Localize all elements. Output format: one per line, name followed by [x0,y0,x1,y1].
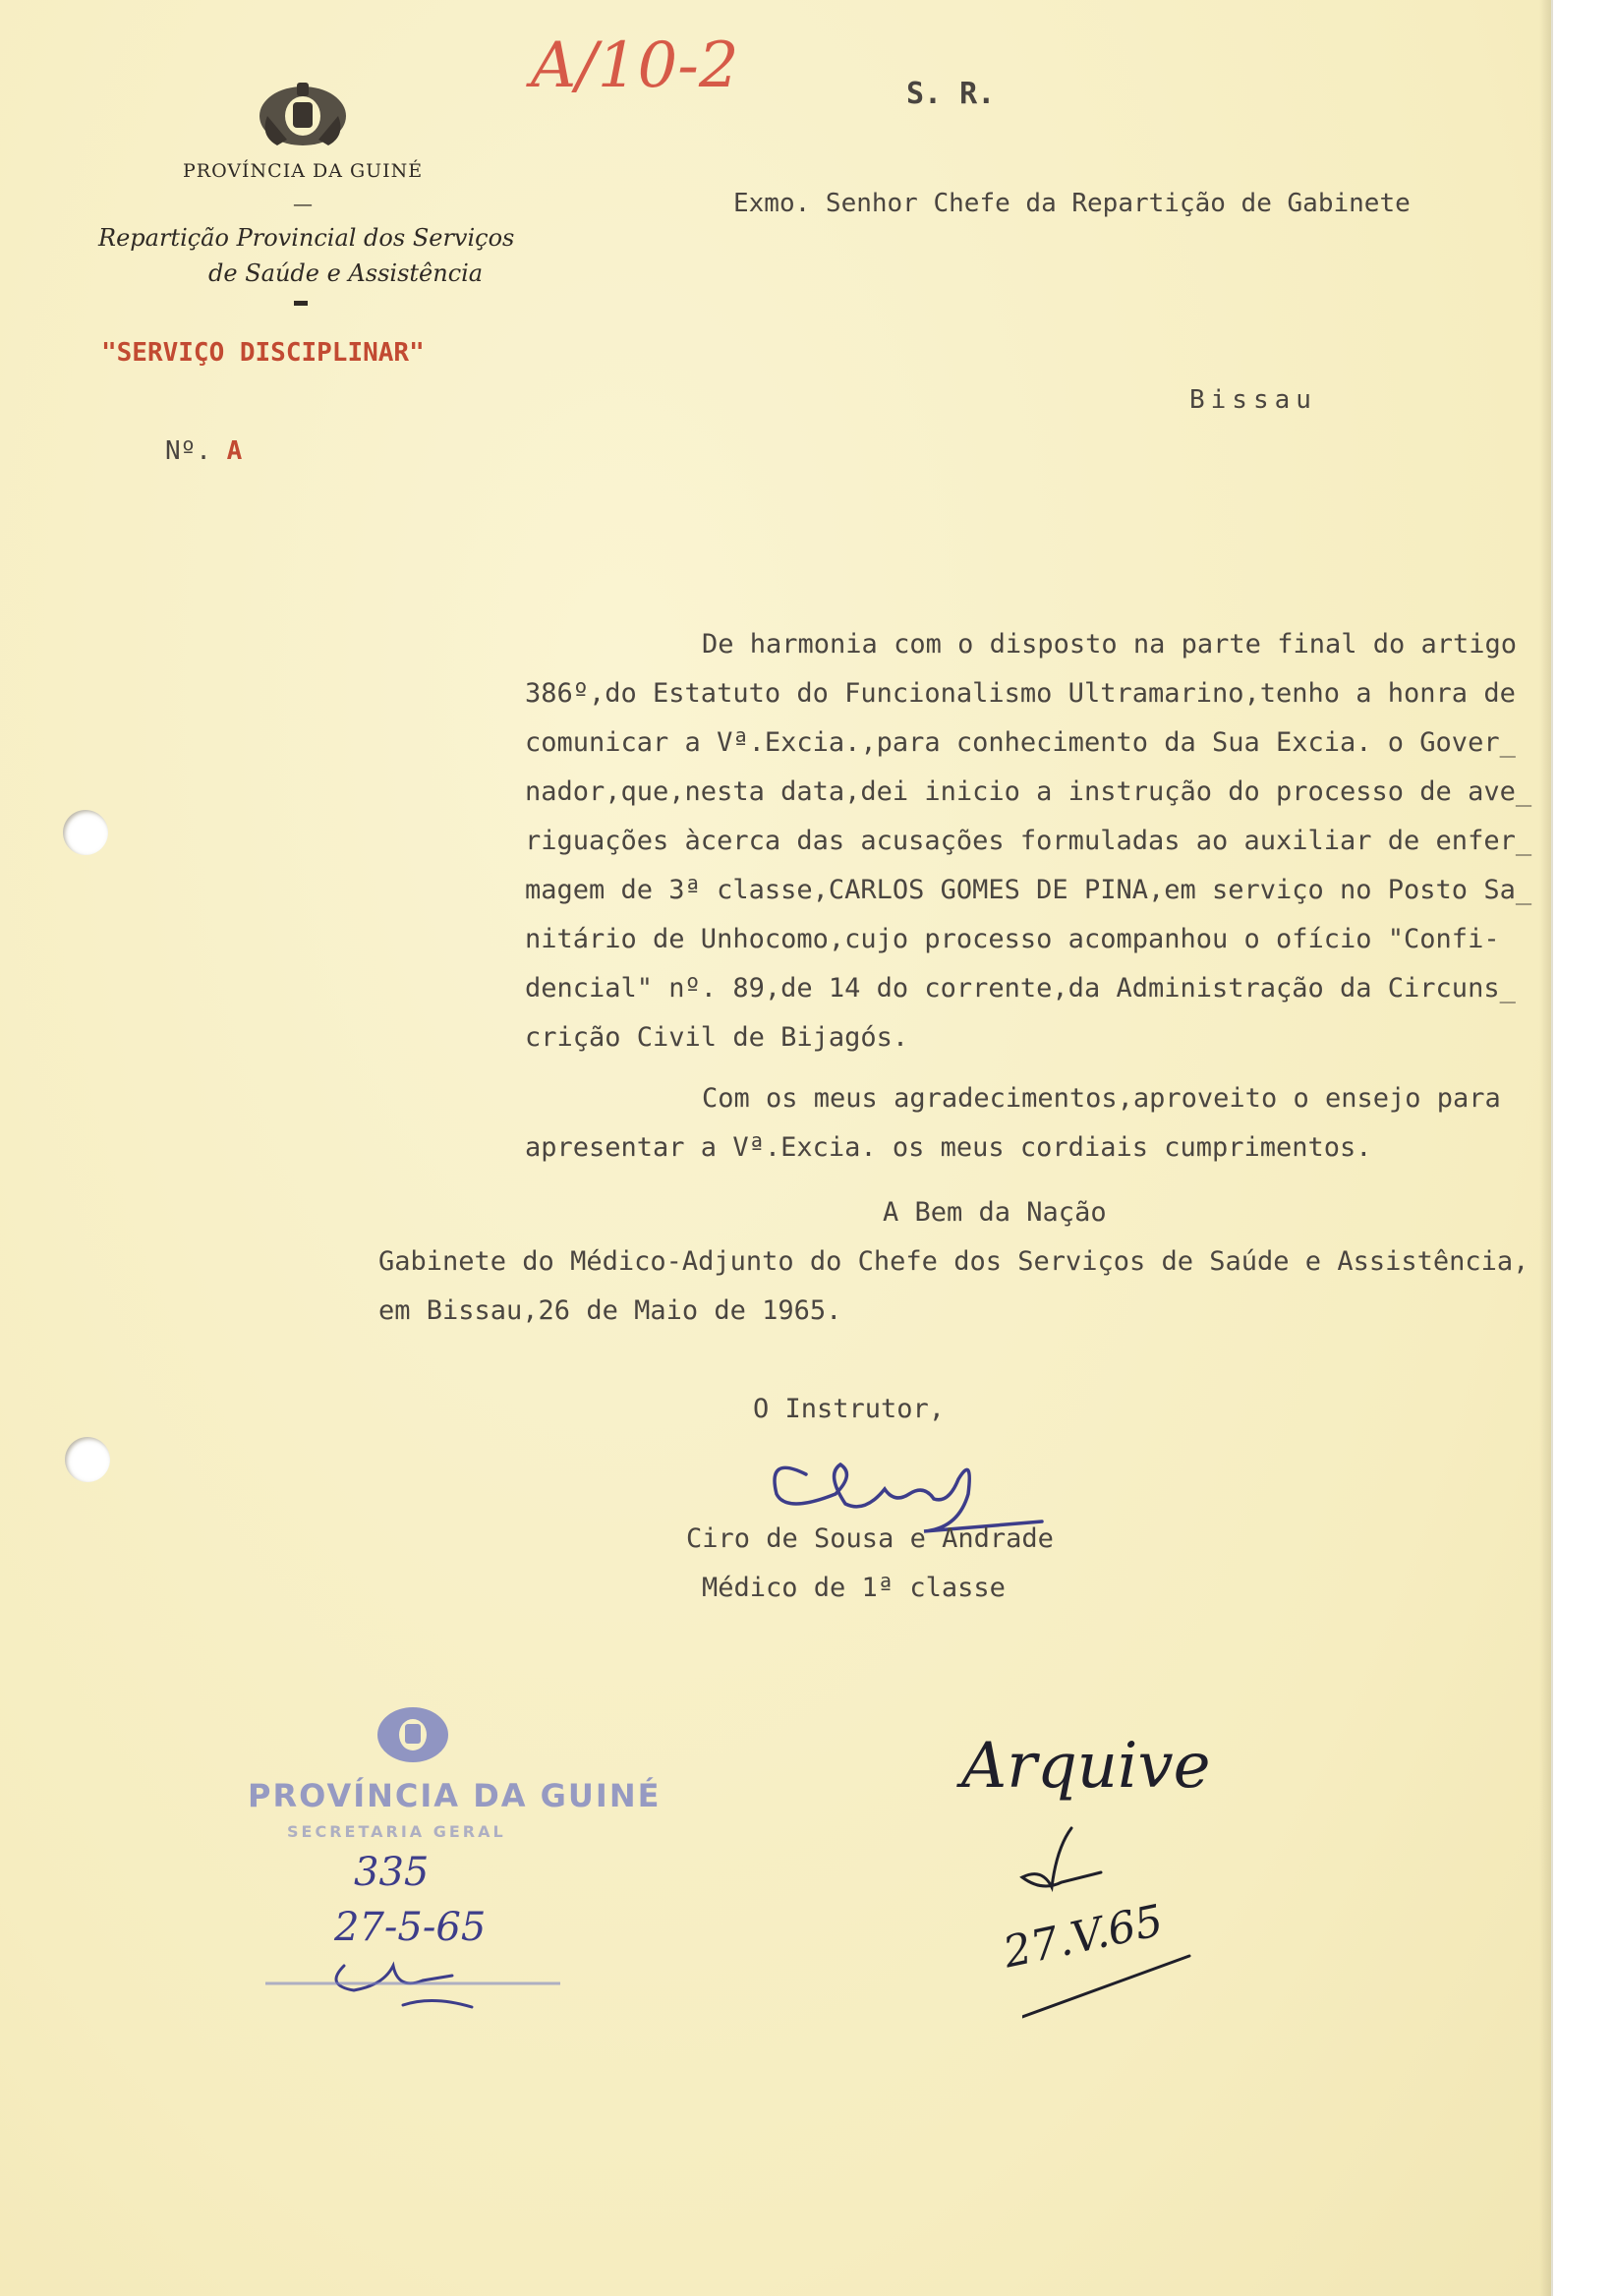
dispatch-annotation [944,1730,1239,2044]
signatory-title: Médico de 1ª classe [702,1573,1006,1603]
document-number [165,436,242,466]
punch-hole-bottom [65,1437,110,1482]
body-line: apresentar a Vª.Excia. os meus cordiais cumprimentos. [525,1132,1372,1163]
body-line: nador,que,nesta data,dei inicio a instrução do processo de ave_ [525,776,1532,807]
body-line: riguações àcerca das acusações formuladas ao auxiliar de enfer_ [525,826,1532,856]
coat-of-arms-icon [258,77,348,155]
office-name-line2: de Saúde e Assistência [208,259,484,287]
service-title: "SERVIÇO DISCIPLINAR" [101,338,425,368]
body-line: 386º,do Estatuto do Funcionalismo Ultramarino,tenho a honra de [525,678,1516,709]
header-divider [294,301,308,306]
annotation-word: Arquive [961,1730,1211,1803]
handwritten-reference: A/10-2 [531,29,739,102]
city: Bissau [1189,385,1317,415]
stamp-province: PROVÍNCIA DA GUINÉ [248,1777,662,1814]
office-name-line1: Repartição Provincial dos Serviços [98,224,515,252]
entry-stamp [226,1700,662,2025]
closing-salutation: A Bem da Nação [883,1197,1107,1228]
page-edge-shadow [1539,0,1553,2296]
annotation-underline [1022,1946,1199,2025]
stamp-crest-icon [374,1700,452,1769]
annotation-date: 27.V.65 [999,1895,1168,1979]
annotation-initial [1003,1818,1121,1907]
signatory-name: Ciro de Sousa e Andrade [686,1523,1054,1554]
stamp-entry-number: 335 [354,1850,430,1895]
addressee: Exmo. Senhor Chefe da Repartição de Gabinete [733,189,1411,218]
signatory-role: O Instrutor, [753,1394,946,1424]
stamp-department: SECRETARIA GERAL [287,1822,506,1841]
punch-hole-top [63,810,108,855]
stamp-initials [265,1946,580,2015]
body-line: comunicar a Vª.Excia.,para conhecimento da Sua Excia. o Gover_ [525,727,1516,758]
classification-mark: S. R. [906,77,996,111]
number-value: A [226,436,243,466]
body-line: dencial" nº. 89,de 14 do corrente,da Administração da Circuns_ [525,973,1516,1004]
stamp-entry-date: 27-5-65 [334,1905,487,1950]
date-line: em Bissau,26 de Maio de 1965. [378,1295,842,1326]
body-line: crição Civil de Bijagós. [525,1022,909,1053]
province-heading: PROVÍNCIA DA GUINÉ [183,160,424,182]
body-line: magem de 3ª classe,CARLOS GOMES DE PINA,em serviço no Posto Sa_ [525,875,1532,905]
body-line: De harmonia com o disposto na parte final do artigo [702,629,1518,660]
body-line: nitário de Unhocomo,cujo processo acompanhou o ofício "Confi- [525,924,1500,954]
body-line: Com os meus agradecimentos,aproveito o ensejo para [702,1083,1501,1114]
number-label: Nº. [165,436,211,466]
location-line: Gabinete do Médico-Adjunto do Chefe dos Serviços de Saúde e Assistência, [378,1246,1529,1277]
header-dash: — [293,192,313,215]
